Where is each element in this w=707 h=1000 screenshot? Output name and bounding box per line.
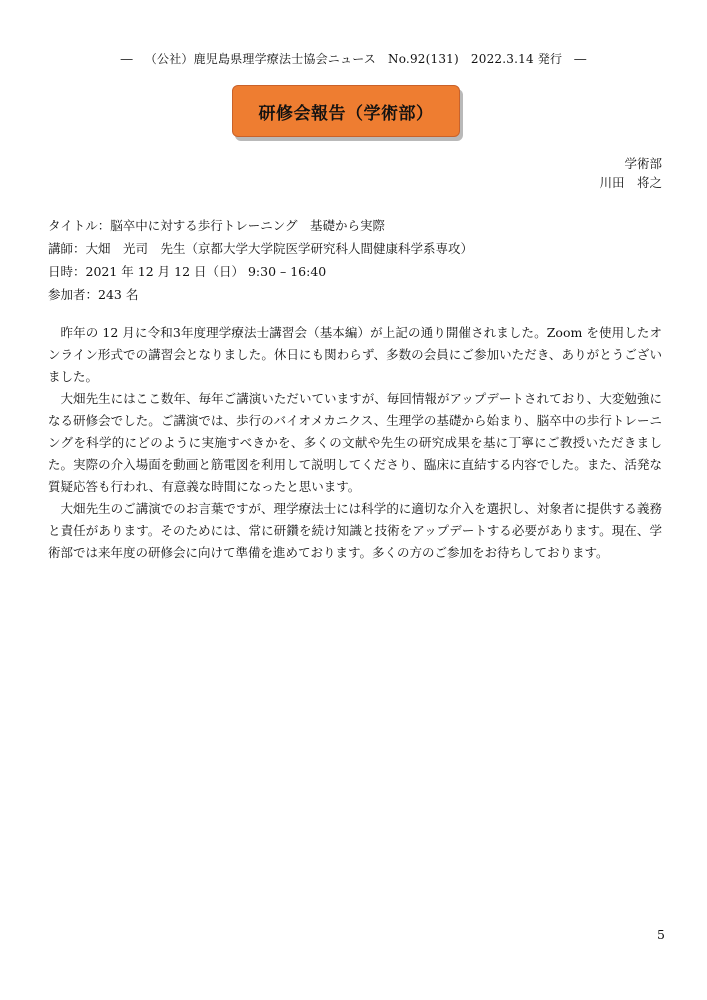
header-left-dash: ― bbox=[120, 52, 133, 66]
page-number: 5 bbox=[657, 927, 665, 942]
meta-datetime: 日時：2021 年 12 月 12 日（日） 9:30 – 16:40 bbox=[48, 264, 327, 279]
author-department: 学術部 bbox=[624, 156, 662, 171]
body-paragraph-1: 昨年の 12 月に令和3年度理学療法士講習会（基本編）が上記の通り開催されました。Zoom を使用したオンライン形式での講習会となりました。休日にも関わらず、多数の会員にご参加いただき、ありがとうございました。 bbox=[48, 325, 662, 384]
report-body bbox=[48, 322, 662, 564]
meta-title: タイトル：脳卒中に対する歩行トレーニング 基礎から実際 bbox=[48, 218, 386, 233]
header-org: （公社）鹿児島県理学療法士協会ニュース bbox=[144, 52, 376, 66]
meta-participants: 参加者：243 名 bbox=[48, 287, 139, 302]
section-banner bbox=[232, 85, 460, 137]
body-paragraph-3: 大畑先生のご講演でのお言葉ですが、理学療法士には科学的に適切な介入を選択し、対象者に提供する義務と責任があります。そのためには、常に研鑽を続け知識と技術をアップデートする必要があります。現在、学術部では来年度の研修会に向けて準備を進めております。多くの方のご参加をお待ちしております。 bbox=[48, 501, 662, 560]
header-right-dash: ― bbox=[574, 52, 587, 66]
header-date: 2022.3.14 発行 bbox=[470, 52, 563, 66]
author-block bbox=[599, 154, 662, 192]
newsletter-header bbox=[0, 50, 707, 67]
author-name: 川田 将之 bbox=[599, 175, 662, 190]
seminar-meta bbox=[48, 214, 473, 306]
body-paragraph-2: 大畑先生にはここ数年、毎年ご講演いただいていますが、毎回情報がアップデートされており、大変勉強になる研修会でした。ご講演では、歩行のバイオメカニクス、生理学の基礎から始まり、脳卒中の歩行トレーニングを科学的にどのように実施すべきかを、多くの文献や先生の研究成果を基に丁寧にご教授いただきました。実際の介入場面を動画と筋電図を利用して説明してくださり、臨床に直結する内容でした。また、活発な質疑応答も行われ、有意義な時間になったと思います。 bbox=[48, 391, 662, 494]
meta-lecturer: 講師：大畑 光司 先生（京都大学大学院医学研究科人間健康科学系専攻） bbox=[48, 241, 474, 256]
header-issue: No.92(131) bbox=[388, 52, 459, 66]
banner-title: 研修会報告（学術部） bbox=[258, 103, 434, 124]
